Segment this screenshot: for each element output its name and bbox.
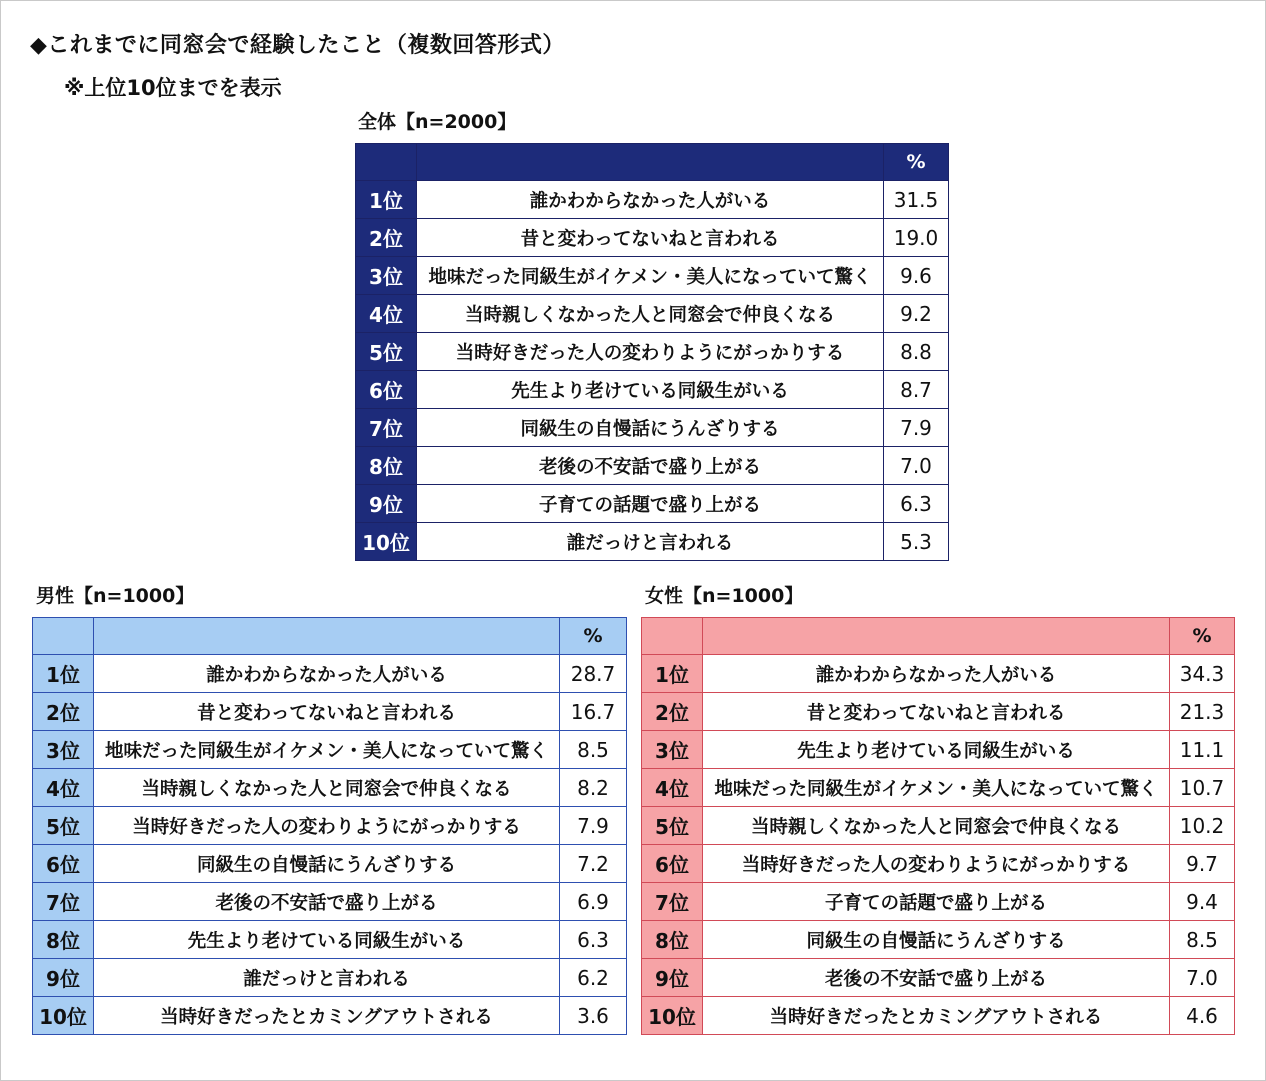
male-row-4 (33, 769, 627, 807)
percent-value: 9.7 (1170, 845, 1235, 883)
rank-label: 2位 (33, 693, 94, 731)
total-row-1 (356, 181, 949, 219)
male-header-item-cell (94, 618, 560, 655)
total-row-7 (356, 409, 949, 447)
rank-label: 8位 (356, 447, 417, 485)
percent-value: 31.5 (884, 181, 949, 219)
rank-label: 4位 (356, 295, 417, 333)
item-label: 当時好きだったとカミングアウトされる (703, 997, 1170, 1035)
total-ranking-table (355, 143, 949, 561)
total-row-9 (356, 485, 949, 523)
male-row-9 (33, 959, 627, 997)
total-row-6 (356, 371, 949, 409)
male-percent-header: % (560, 618, 627, 655)
male-panel-label: 男性【n=1000】 (36, 585, 195, 607)
percent-value: 6.3 (884, 485, 949, 523)
female-row-5 (642, 807, 1235, 845)
percent-value: 10.7 (1170, 769, 1235, 807)
total-header-rank-cell (356, 144, 417, 181)
male-row-10 (33, 997, 627, 1035)
percent-value: 10.2 (1170, 807, 1235, 845)
item-label: 老後の不安話で盛り上がる (94, 883, 560, 921)
female-header-row (642, 618, 1235, 655)
item-label: 当時親しくなかった人と同窓会で仲良くなる (703, 807, 1170, 845)
item-label: 老後の不安話で盛り上がる (703, 959, 1170, 997)
male-row-8 (33, 921, 627, 959)
male-row-5 (33, 807, 627, 845)
male-header-rank-cell (33, 618, 94, 655)
percent-value: 7.9 (560, 807, 627, 845)
rank-label: 5位 (642, 807, 703, 845)
rank-label: 4位 (642, 769, 703, 807)
percent-value: 3.6 (560, 997, 627, 1035)
item-label: 先生より老けている同級生がいる (94, 921, 560, 959)
item-label: 地味だった同級生がイケメン・美人になっていて驚く (417, 257, 884, 295)
total-row-5 (356, 333, 949, 371)
rank-label: 6位 (642, 845, 703, 883)
rank-label: 10位 (642, 997, 703, 1035)
item-label: 誰だっけと言われる (417, 523, 884, 561)
rank-label: 5位 (356, 333, 417, 371)
item-label: 当時好きだった人の変わりようにがっかりする (703, 845, 1170, 883)
rank-label: 2位 (642, 693, 703, 731)
female-row-6 (642, 845, 1235, 883)
rank-label: 3位 (33, 731, 94, 769)
percent-value: 8.2 (560, 769, 627, 807)
percent-value: 11.1 (1170, 731, 1235, 769)
rank-label: 9位 (356, 485, 417, 523)
item-label: 当時好きだった人の変わりようにがっかりする (94, 807, 560, 845)
percent-value: 28.7 (560, 655, 627, 693)
rank-label: 7位 (642, 883, 703, 921)
item-label: 先生より老けている同級生がいる (703, 731, 1170, 769)
percent-value: 7.9 (884, 409, 949, 447)
percent-value: 21.3 (1170, 693, 1235, 731)
percent-value: 4.6 (1170, 997, 1235, 1035)
rank-label: 6位 (33, 845, 94, 883)
female-row-9 (642, 959, 1235, 997)
percent-value: 9.6 (884, 257, 949, 295)
percent-value: 8.5 (560, 731, 627, 769)
total-percent-header: % (884, 144, 949, 181)
female-header-item-cell (703, 618, 1170, 655)
rank-label: 1位 (33, 655, 94, 693)
total-row-4 (356, 295, 949, 333)
percent-value: 34.3 (1170, 655, 1235, 693)
item-label: 先生より老けている同級生がいる (417, 371, 884, 409)
rank-label: 6位 (356, 371, 417, 409)
item-label: 誰かわからなかった人がいる (94, 655, 560, 693)
male-row-2 (33, 693, 627, 731)
rank-label: 3位 (356, 257, 417, 295)
item-label: 昔と変わってないねと言われる (94, 693, 560, 731)
total-header-row (356, 144, 949, 181)
male-header-row (33, 618, 627, 655)
percent-value: 19.0 (884, 219, 949, 257)
rank-label: 1位 (356, 181, 417, 219)
item-label: 誰かわからなかった人がいる (417, 181, 884, 219)
male-row-6 (33, 845, 627, 883)
figure-subtitle: ※上位10位までを表示 (64, 76, 282, 100)
item-label: 老後の不安話で盛り上がる (417, 447, 884, 485)
female-row-2 (642, 693, 1235, 731)
percent-value: 7.2 (560, 845, 627, 883)
rank-label: 8位 (642, 921, 703, 959)
item-label: 誰だっけと言われる (94, 959, 560, 997)
item-label: 当時親しくなかった人と同窓会で仲良くなる (417, 295, 884, 333)
rank-label: 9位 (642, 959, 703, 997)
rank-label: 3位 (642, 731, 703, 769)
percent-value: 8.7 (884, 371, 949, 409)
item-label: 当時好きだったとカミングアウトされる (94, 997, 560, 1035)
rank-label: 9位 (33, 959, 94, 997)
rank-label: 8位 (33, 921, 94, 959)
item-label: 昔と変わってないねと言われる (417, 219, 884, 257)
percent-value: 16.7 (560, 693, 627, 731)
male-ranking-table (32, 617, 627, 1035)
item-label: 子育ての話題で盛り上がる (417, 485, 884, 523)
item-label: 当時好きだった人の変わりようにがっかりする (417, 333, 884, 371)
percent-value: 8.8 (884, 333, 949, 371)
item-label: 同級生の自慢話にうんざりする (703, 921, 1170, 959)
percent-value: 9.2 (884, 295, 949, 333)
female-row-10 (642, 997, 1235, 1035)
male-row-7 (33, 883, 627, 921)
rank-label: 1位 (642, 655, 703, 693)
female-row-1 (642, 655, 1235, 693)
total-row-3 (356, 257, 949, 295)
rank-label: 5位 (33, 807, 94, 845)
rank-label: 7位 (356, 409, 417, 447)
percent-value: 8.5 (1170, 921, 1235, 959)
female-header-rank-cell (642, 618, 703, 655)
total-row-2 (356, 219, 949, 257)
percent-value: 6.2 (560, 959, 627, 997)
female-row-4 (642, 769, 1235, 807)
female-ranking-table (641, 617, 1235, 1035)
rank-label: 4位 (33, 769, 94, 807)
item-label: 子育ての話題で盛り上がる (703, 883, 1170, 921)
item-label: 昔と変わってないねと言われる (703, 693, 1170, 731)
male-row-1 (33, 655, 627, 693)
item-label: 同級生の自慢話にうんざりする (94, 845, 560, 883)
percent-value: 5.3 (884, 523, 949, 561)
total-row-10 (356, 523, 949, 561)
total-panel-label: 全体【n=2000】 (358, 111, 517, 133)
female-percent-header: % (1170, 618, 1235, 655)
total-row-8 (356, 447, 949, 485)
male-row-3 (33, 731, 627, 769)
item-label: 同級生の自慢話にうんざりする (417, 409, 884, 447)
total-header-item-cell (417, 144, 884, 181)
female-row-8 (642, 921, 1235, 959)
rank-label: 10位 (356, 523, 417, 561)
female-row-3 (642, 731, 1235, 769)
rank-label: 7位 (33, 883, 94, 921)
item-label: 当時親しくなかった人と同窓会で仲良くなる (94, 769, 560, 807)
percent-value: 9.4 (1170, 883, 1235, 921)
female-row-7 (642, 883, 1235, 921)
percent-value: 7.0 (1170, 959, 1235, 997)
item-label: 地味だった同級生がイケメン・美人になっていて驚く (94, 731, 560, 769)
percent-value: 6.9 (560, 883, 627, 921)
rank-label: 2位 (356, 219, 417, 257)
percent-value: 6.3 (560, 921, 627, 959)
female-panel-label: 女性【n=1000】 (645, 585, 804, 607)
item-label: 地味だった同級生がイケメン・美人になっていて驚く (703, 769, 1170, 807)
rank-label: 10位 (33, 997, 94, 1035)
item-label: 誰かわからなかった人がいる (703, 655, 1170, 693)
figure-title: ◆これまでに同窓会で経験したこと（複数回答形式） (30, 33, 565, 58)
percent-value: 7.0 (884, 447, 949, 485)
